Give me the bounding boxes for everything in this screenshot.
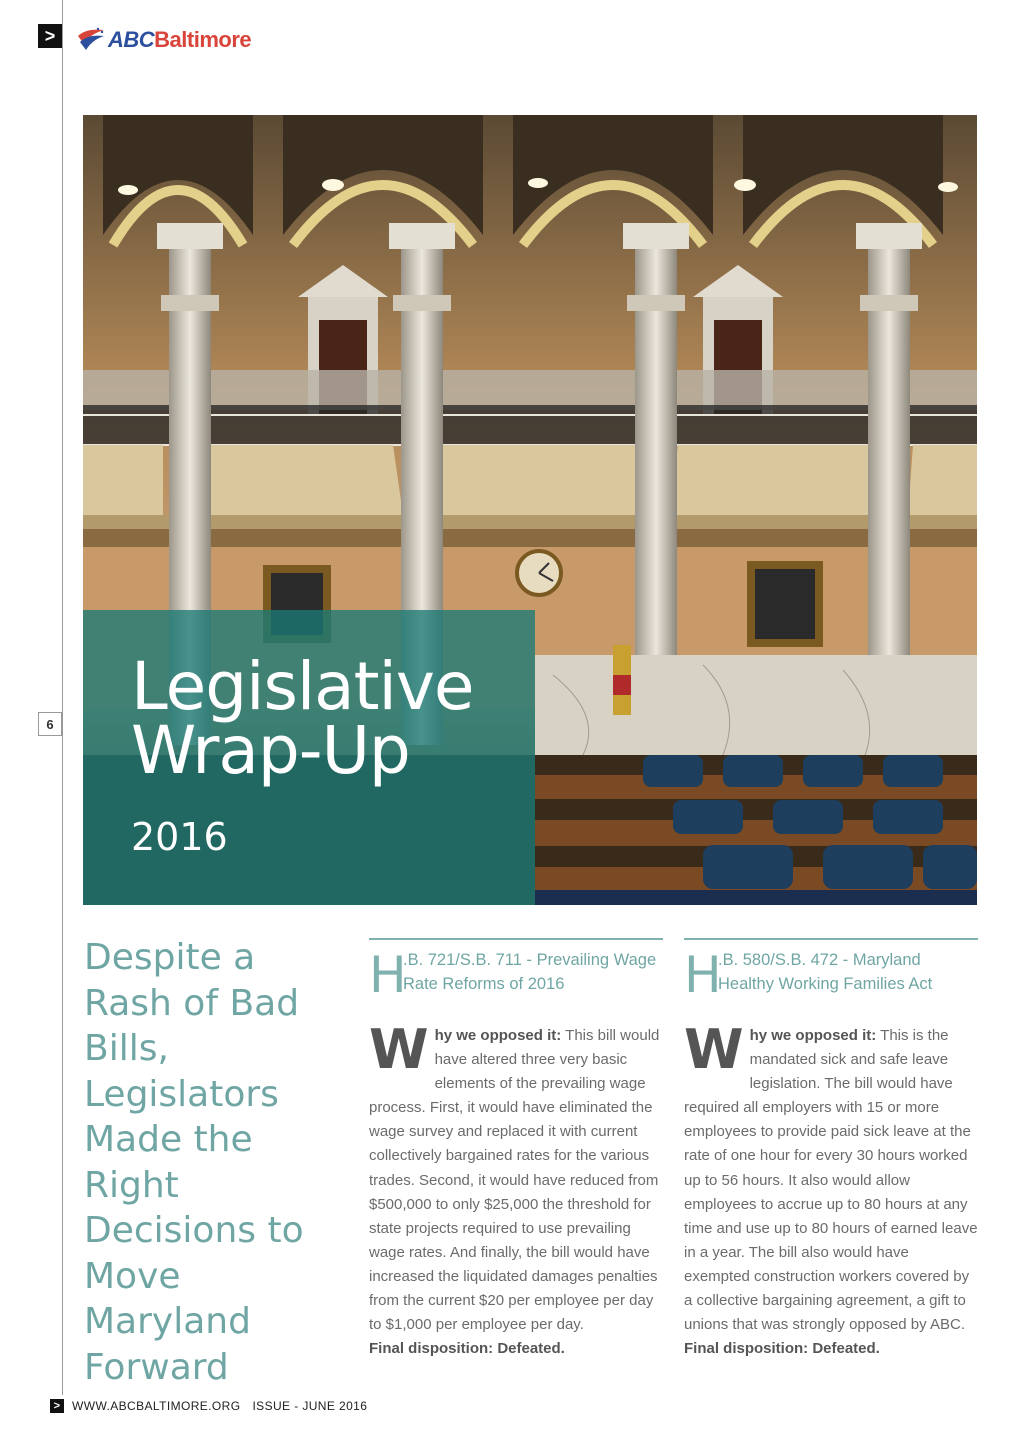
logo-city: Baltimore — [154, 27, 252, 52]
lead-heading: Despite a Rash of Bad Bills, Legislators Made the Right Decisions to Move Maryland Forward — [84, 937, 304, 1388]
page-footer — [50, 1399, 367, 1413]
article-1-heading-text: .B. 721/S.B. 711 - Prevailing Wage Rate Reforms of 2016 — [403, 951, 657, 993]
column-rule — [684, 938, 978, 940]
hero-title-line-1: Legislative — [131, 648, 474, 725]
footer-website-link[interactable]: WWW.ABCBALTIMORE.ORG — [72, 1399, 241, 1413]
article-1-heading — [369, 948, 663, 1010]
page-number: 6 — [38, 712, 62, 736]
logo-wordmark — [108, 27, 251, 53]
abc-baltimore-logo[interactable] — [76, 22, 251, 58]
hero-title-line-2: Wrap-Up — [131, 712, 410, 789]
logo-abc: ABC — [108, 27, 155, 52]
article-2-dropcap: W — [684, 1018, 744, 1081]
article-column-2 — [684, 938, 978, 1361]
column-rule — [369, 938, 663, 940]
article-2-heading — [684, 948, 978, 1010]
article-2-label: hy we opposed it: — [749, 1027, 877, 1044]
article-2-final-disposition: Final disposition: Defeated. — [684, 1340, 880, 1358]
hero-title — [131, 648, 474, 789]
article-2-heading-text: .B. 580/S.B. 472 - Maryland Healthy Working Families Act — [718, 951, 933, 993]
footer-arrow-icon[interactable]: > — [50, 1399, 64, 1413]
article-1-heading-initial: H — [369, 946, 407, 1004]
margin-rule — [62, 0, 63, 1395]
article-2-text: This is the mandated sick and safe leave legislation. The bill would have required all employers with 15 or more employees to provide paid sick leave at the rate of one hour for every 30 hours worked up to 56 hours. It also would allow employees to accrue up to 80 hours at any time and use up to 80 hours of earned leave in a year. The bill also would have exempted construction workers covered by a collective bargaining agreement, a gift to unions that was strongly opposed by ABC. — [684, 1027, 978, 1334]
article-1-body — [369, 1018, 663, 1361]
article-1-dropcap: W — [369, 1018, 429, 1081]
hero-year: 2016 — [131, 815, 228, 859]
flag-swoosh-icon — [76, 26, 106, 54]
article-1-label: hy we opposed it: — [434, 1027, 562, 1044]
article-column-1 — [369, 938, 663, 1361]
article-1-final-disposition: Final disposition: Defeated. — [369, 1340, 565, 1358]
hero-image — [83, 115, 977, 905]
footer-issue: ISSUE - JUNE 2016 — [252, 1399, 368, 1413]
article-2-heading-initial: H — [684, 946, 722, 1004]
next-page-arrow-icon[interactable]: > — [38, 24, 62, 48]
article-2-body — [684, 1018, 978, 1361]
article-1-text: This bill would have altered three very basic elements of the prevailing wage process. First, it would have eliminated the wage survey and replaced it with current collectively bargained rates for the various trades. Second, it would have reduced from $500,000 to only $25,000 the threshold for state projects required to use prevailing wage rates. And finally, the bill would have increased the liquidated damages penalties from the current $20 per employee per day to $1,000 per employee per day. — [369, 1027, 660, 1334]
